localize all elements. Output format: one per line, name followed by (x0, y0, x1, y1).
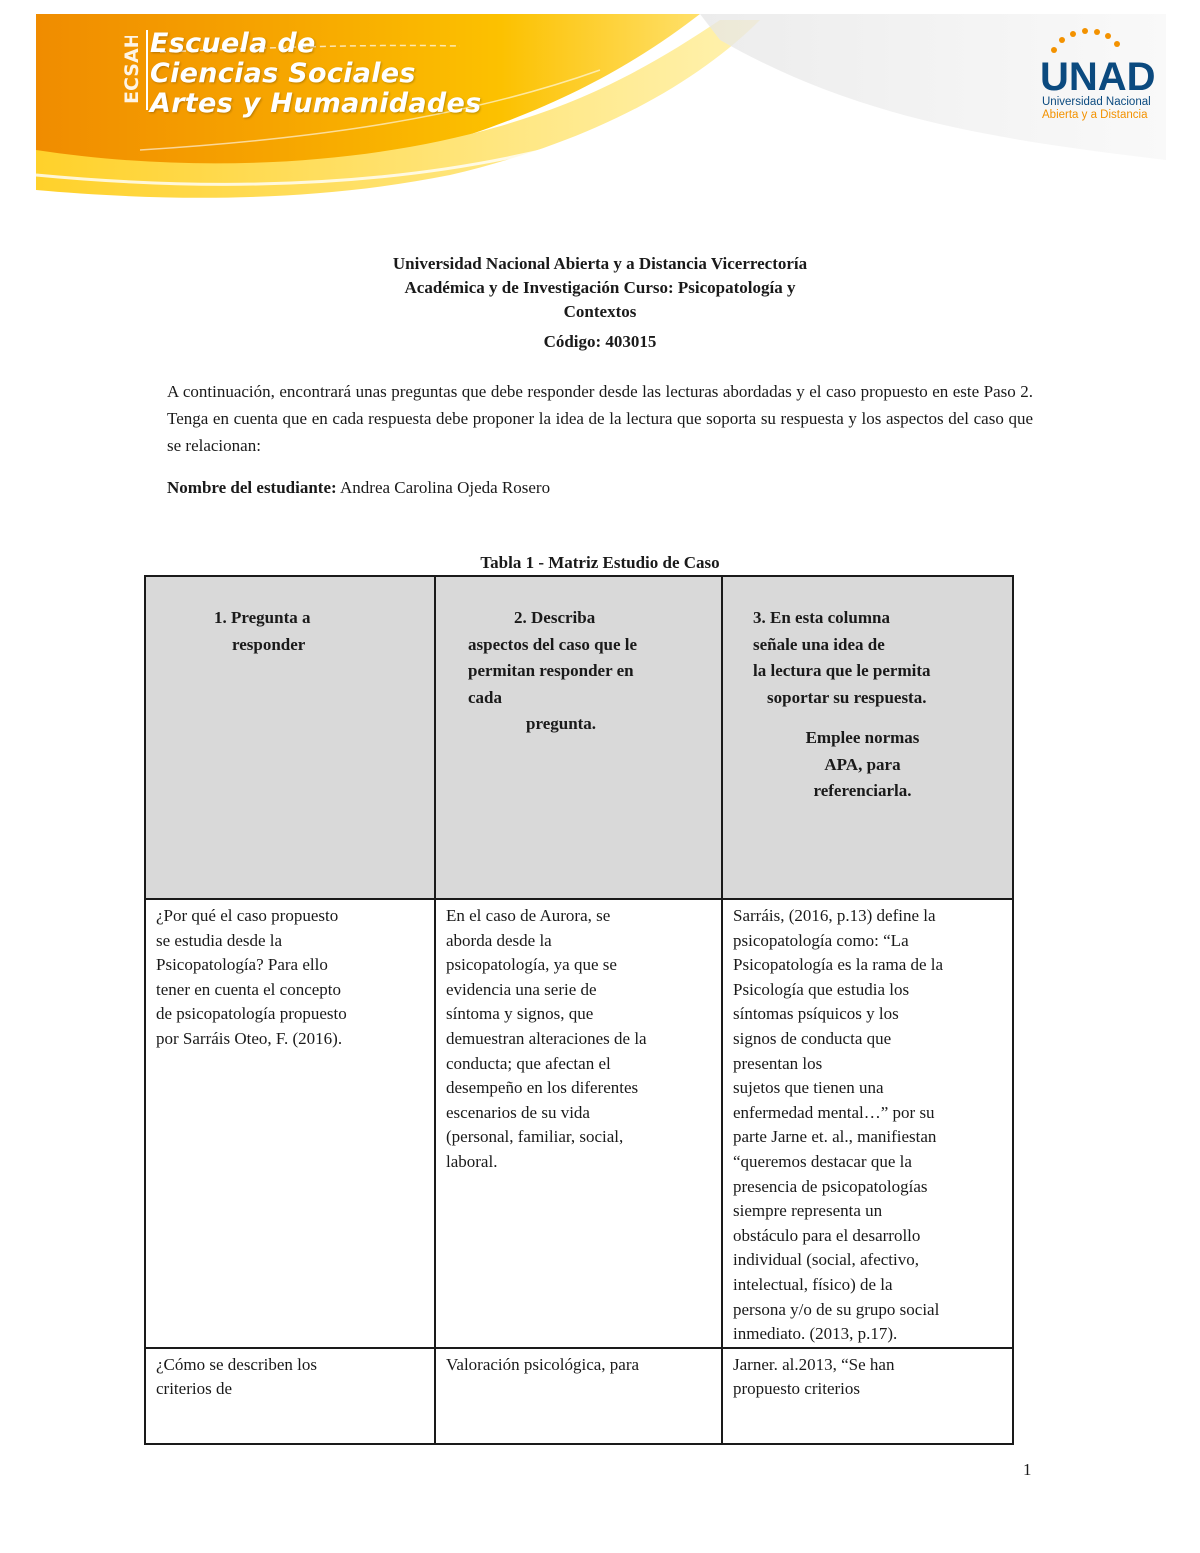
cell-text-line: presentan los (733, 1053, 823, 1073)
cell-text-line: aborda desde la (446, 930, 552, 950)
cell-text-line: Sarráis, (2016, p.13) define la (733, 906, 936, 925)
header-2-line: aspectos del caso que le (468, 634, 638, 654)
cell-text-line: “queremos destacar que la (733, 1151, 912, 1171)
cell-text-line: inmediato. (2013, p.17). (733, 1324, 898, 1344)
school-name-line-1: Escuela de (150, 28, 316, 59)
row-2-reading-cell (722, 1348, 1013, 1444)
cell-text-line: propuesto criterios (733, 1379, 860, 1399)
header-3-line: 3. En esta columna (753, 608, 890, 627)
row-1-aspects-cell (435, 899, 722, 1348)
header-2-line: cada (468, 687, 502, 707)
cell-text-line: individual (social, afectivo, (733, 1250, 919, 1270)
header-3-line: señale una idea de (753, 634, 885, 654)
cell-text-line: ¿Cómo se describen los (156, 1354, 317, 1374)
cell-text-line: En el caso de Aurora, se (446, 906, 611, 925)
cell-text-line: escenarios de su vida (446, 1102, 590, 1122)
row-1-question-cell (145, 899, 435, 1348)
cell-text-line: de psicopatología propuesto (156, 1004, 347, 1024)
cell-text-line: persona y/o de su grupo social (733, 1299, 940, 1319)
ecsah-vertical-label (96, 36, 156, 106)
header-1-line: responder (232, 634, 306, 654)
title-line-2: Académica y de Investigación Curso: Psicopatología y (404, 278, 796, 297)
cell-text-line: enfermedad mental…” por su (733, 1102, 935, 1122)
cell-text-line: Psicología que estudia los (733, 979, 910, 999)
cell-text-line: psicopatología como: “La (733, 930, 909, 950)
school-name-line-3: Artes y Humanidades (150, 88, 482, 119)
intro-paragraph: A continuación, encontrará unas preguntas que debe responder desde las lecturas abordadas y el caso propuesto en este Paso 2. Tenga en cuenta que en cada respuesta debe proponer la idea de la lectura que soporta su respuesta y los aspectos del caso que se relacionan: (167, 382, 1033, 455)
table-header-row (145, 576, 1013, 899)
cell-text-line: ¿Por qué el caso propuesto (156, 906, 339, 925)
logo-dots-arc (1051, 28, 1120, 53)
student-label: Nombre del estudiante: (167, 478, 337, 497)
row-1-reading-cell (722, 899, 1013, 1348)
header-2-line: 2. Describa (514, 608, 596, 627)
ecsah-text: ECSAH (121, 36, 143, 104)
case-study-matrix (144, 575, 1014, 1445)
cell-text-line: se estudia desde la (156, 930, 283, 950)
header-3-line: la lectura que le permita (753, 661, 931, 680)
table-row (145, 899, 1013, 1348)
header-3-extra-line: Emplee normas (805, 728, 920, 747)
row-2-question-cell (145, 1348, 435, 1444)
cell-text-line: Psicopatología? Para ello (156, 955, 328, 975)
school-name-line-2: Ciencias Sociales (150, 58, 416, 89)
cell-text-line: parte Jarne et. al., manifiestan (733, 1127, 937, 1147)
table-caption: Tabla 1 - Matriz Estudio de Caso (480, 553, 720, 572)
title-line-1: Universidad Nacional Abierta y a Distancia Vicerrectoría (392, 254, 808, 273)
cell-text-line: síntoma y signos, que (446, 1004, 594, 1024)
cell-text-line: obstáculo para el desarrollo (733, 1225, 921, 1245)
cell-text-line: Psicopatología es la rama de la (733, 955, 944, 975)
course-code: Código: 403015 (543, 332, 657, 351)
cell-text-line: (personal, familiar, social, (446, 1127, 624, 1147)
header-cell-question (145, 576, 435, 899)
header-1-line: 1. Pregunta a (214, 608, 311, 627)
cell-text-line: síntomas psíquicos y los (733, 1004, 899, 1024)
title-line-3: Contextos (563, 302, 637, 321)
header-cell-reading (722, 576, 1013, 899)
header-cell-aspects (435, 576, 722, 899)
cell-text-line: presencia de psicopatologías (733, 1176, 928, 1196)
student-name: Andrea Carolina Ojeda Rosero (336, 478, 551, 497)
cell-text-line: Jarner. al.2013, “Se han (733, 1354, 895, 1374)
document-title (300, 252, 900, 354)
cell-text-line: tener en cuenta el concepto (156, 979, 342, 999)
page-number: 1 (1023, 1460, 1032, 1479)
cell-text-line: sujetos que tienen una (733, 1078, 884, 1098)
cell-text-line: signos de conducta que (733, 1028, 892, 1048)
header-3-extra-line: APA, para (824, 754, 901, 774)
cell-text-line: conducta; que afectan el (446, 1053, 611, 1073)
student-line (167, 476, 550, 500)
cell-text-line: evidencia una serie de (446, 979, 597, 999)
cell-text-line: por Sarráis Oteo, F. (2016). (156, 1028, 343, 1048)
cell-text-line: desempeño en los diferentes (446, 1078, 639, 1098)
logo-tagline-2: Abierta y a Distancia (1042, 109, 1148, 121)
cell-text-line: Valoración psicológica, para (446, 1354, 640, 1374)
table-row (145, 1348, 1013, 1444)
cell-text-line: laboral. (446, 1151, 498, 1171)
logo-wordmark: UNAD (1040, 55, 1156, 99)
cell-text-line: intelectual, físico) de la (733, 1274, 893, 1294)
header-2-line: pregunta. (526, 714, 597, 733)
header-2-line: permitan responder en (468, 661, 634, 680)
cell-text-line: criterios de (156, 1379, 232, 1399)
header-3-line: soportar su respuesta. (767, 687, 927, 707)
logo-tagline-1: Universidad Nacional (1042, 96, 1151, 108)
cell-text-line: psicopatología, ya que se (446, 955, 617, 975)
cell-text-line: siempre representa un (733, 1201, 883, 1221)
row-2-aspects-cell (435, 1348, 722, 1444)
header-3-extra-line: referenciarla. (813, 781, 912, 800)
cell-text-line: demuestran alteraciones de la (446, 1028, 647, 1048)
